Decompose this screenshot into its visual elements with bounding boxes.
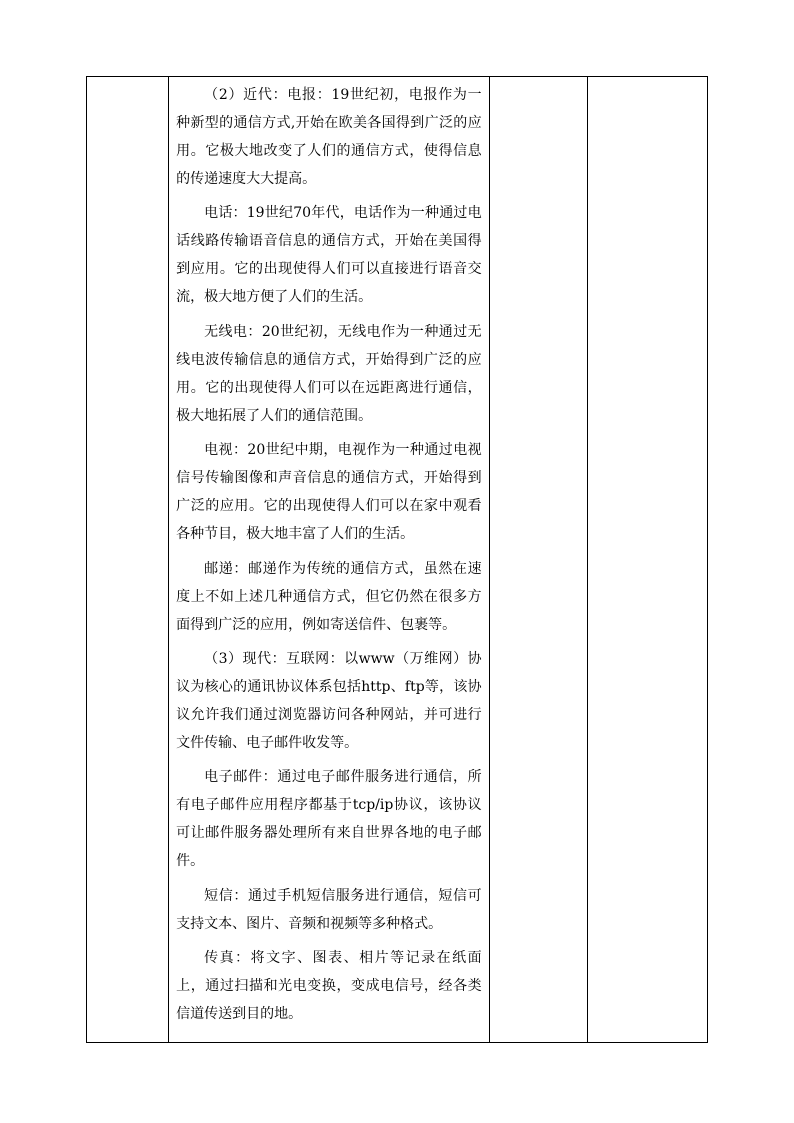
content-cell (169, 77, 490, 1043)
paragraph-sms: 短信：通过手机短信服务进行通信，短信可支持文本、图片、音频和视频等多种格式。 (176, 887, 482, 932)
middle-empty-cell (489, 77, 587, 1043)
paragraph-television: 电视：20世纪中期，电视作为一种通过电视信号传输图像和声音信息的通信方式，开始得到广泛的应用。它的出现使得人们可以在家中观看各种节目，极大地丰富了人们的生活。 (176, 442, 482, 543)
table-row (87, 77, 708, 1043)
right-empty-cell (587, 77, 707, 1043)
paragraph-fax: 传真：将文字、图表、相片等记录在纸面上，通过扫描和光电变换，变成电信号，经各类信道传送到目的地。 (176, 950, 482, 1023)
document-table (86, 76, 708, 1043)
paragraph-email: 电子邮件：通过电子邮件服务进行通信，所有电子邮件应用程序都基于tcp/ip协议，该协议可让邮件服务器处理所有来自世界各地的电子邮件。 (176, 769, 482, 870)
paragraph-internet: （3）现代：互联网：以www（万维网）协议为核心的通讯协议体系包括http、ftp等，该协议允许我们通过浏览器访问各种网站，并可进行文件传输、电子邮件收发等。 (176, 650, 482, 751)
left-empty-cell (87, 77, 169, 1043)
paragraph-radio: 无线电：20世纪初，无线电作为一种通过无线电波传输信息的通信方式，开始得到广泛的应用。它的出现使得人们可以在远距离进行通信，极大地拓展了人们的通信范围。 (176, 323, 482, 424)
paragraph-telephone: 电话：19世纪70年代，电话作为一种通过电话线路传输语音信息的通信方式，开始在美国得到应用。它的出现使得人们可以直接进行语音交流，极大地方便了人们的生活。 (176, 205, 482, 306)
paragraph-post: 邮递：邮递作为传统的通信方式，虽然在速度上不如上述几种通信方式，但它仍然在很多方面得到广泛的应用，例如寄送信件、包裹等。 (176, 560, 482, 633)
paragraph-telegraph: （2）近代：电报：19世纪初，电报作为一种新型的通信方式,开始在欧美各国得到广泛的应用。它极大地改变了人们的通信方式，使得信息的传递速度大大提高。 (176, 87, 482, 187)
